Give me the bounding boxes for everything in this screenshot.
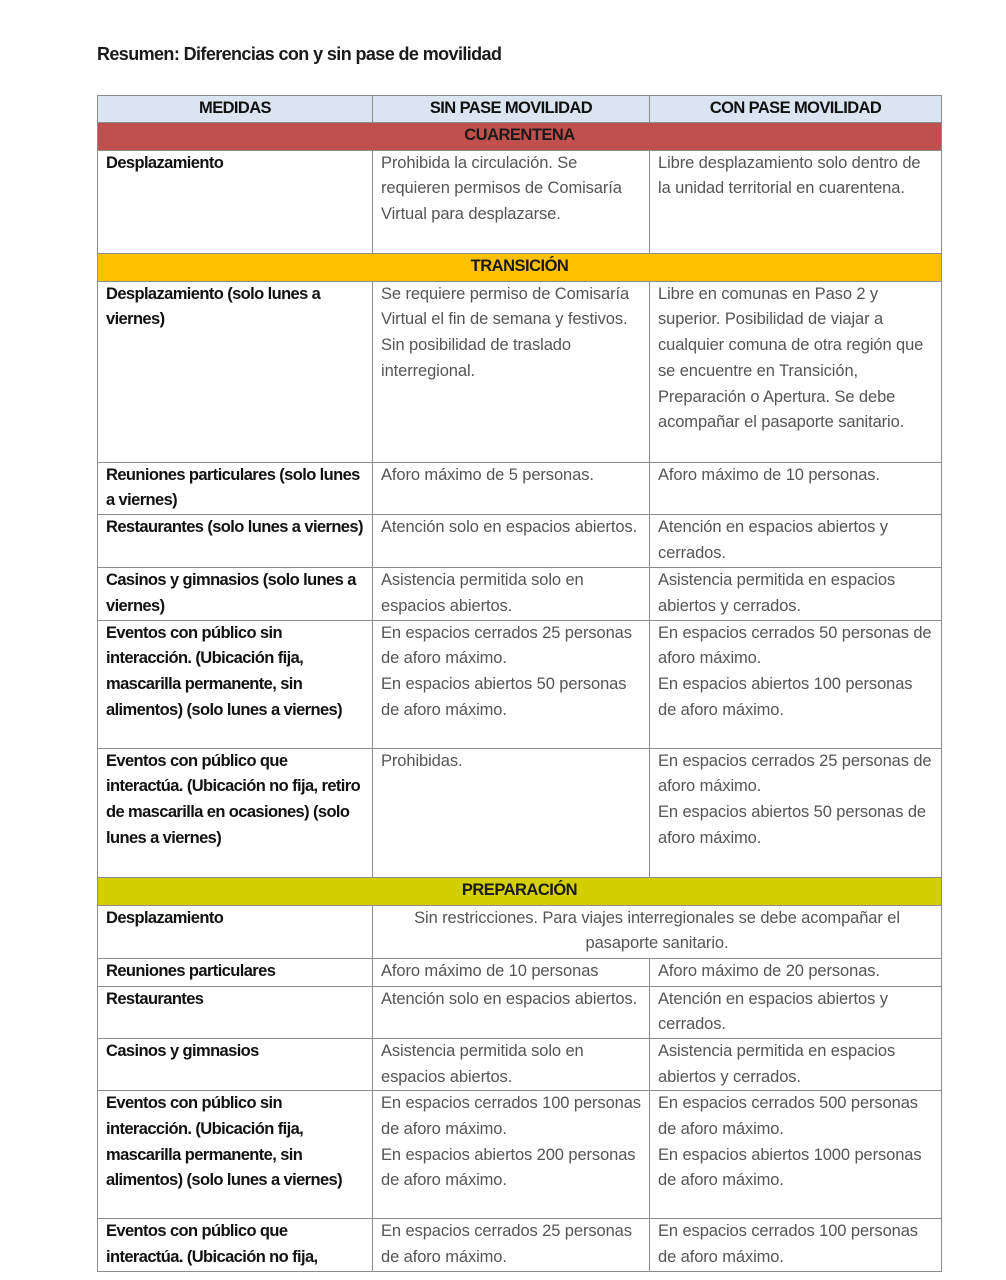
table-row: [98, 515, 942, 568]
table-row: [98, 1038, 942, 1090]
table-row: [98, 958, 942, 986]
sin-pase-cell: Atención solo en espacios abiertos.: [373, 986, 650, 1038]
section-label: CUARENTENA: [98, 122, 942, 150]
table-row: [98, 568, 942, 620]
sin-pase-cell: Prohibida la circulación. Se requieren permisos de Comisaría Virtual para desplazarse.: [373, 150, 650, 253]
medida-cell: Eventos con público que interactúa. (Ubicación no fija,: [98, 1219, 373, 1272]
con-pase-cell: Atención en espacios abiertos y cerrados.: [650, 515, 942, 568]
medida-cell: Casinos y gimnasios (solo lunes a viernes): [98, 568, 373, 620]
medida-cell: Eventos con público sin interacción. (Ubicación fija, mascarilla permanente, sin alimentos) (solo lunes a viernes): [98, 1091, 373, 1219]
sin-pase-cell: Aforo máximo de 10 personas: [373, 958, 650, 986]
section-label: TRANSICIÓN: [98, 253, 942, 281]
con-pase-cell: Libre en comunas en Paso 2 y superior. Posibilidad de viajar a cualquier comuna de otra región que se encuentre en Transición, Preparación o Apertura. Se debe acompañar el pasaporte sanitario.: [650, 281, 942, 462]
section-label: PREPARACIÓN: [98, 877, 942, 905]
sin-pase-cell: Asistencia permitida solo en espacios abiertos.: [373, 568, 650, 620]
table-row: [98, 748, 942, 877]
con-pase-cell: Aforo máximo de 20 personas.: [650, 958, 942, 986]
con-pase-cell: En espacios cerrados 50 personas de aforo máximo. En espacios abiertos 100 personas de aforo máximo.: [650, 620, 942, 748]
table-row: [98, 620, 942, 748]
table-row: [98, 462, 942, 514]
merged-cell: Sin restricciones. Para viajes interregionales se debe acompañar el pasaporte sanitario.: [373, 905, 942, 958]
medida-cell: Desplazamiento: [98, 905, 373, 958]
con-pase-cell: En espacios cerrados 500 personas de aforo máximo. En espacios abiertos 1000 personas de aforo máximo.: [650, 1091, 942, 1219]
con-pase-cell: En espacios cerrados 25 personas de aforo máximo. En espacios abiertos 50 personas de aforo máximo.: [650, 748, 942, 877]
medida-cell: Reuniones particulares: [98, 958, 373, 986]
column-header-sin-pase: SIN PASE MOVILIDAD: [373, 96, 650, 123]
sin-pase-cell: En espacios cerrados 25 personas de aforo máximo.: [373, 1219, 650, 1272]
medida-cell: Reuniones particulares (solo lunes a viernes): [98, 462, 373, 514]
sin-pase-cell: En espacios cerrados 25 personas de aforo máximo. En espacios abiertos 50 personas de aforo máximo.: [373, 620, 650, 748]
table-header-row: [98, 96, 942, 123]
section-row-cuarentena: [98, 122, 942, 150]
column-header-medidas: MEDIDAS: [98, 96, 373, 123]
medida-cell: Eventos con público sin interacción. (Ubicación fija, mascarilla permanente, sin alimentos) (solo lunes a viernes): [98, 620, 373, 748]
medida-cell: Desplazamiento (solo lunes a viernes): [98, 281, 373, 462]
sin-pase-cell: Prohibidas.: [373, 748, 650, 877]
con-pase-cell: En espacios cerrados 100 personas de aforo máximo.: [650, 1219, 942, 1272]
table-row: [98, 1091, 942, 1219]
medida-cell: Desplazamiento: [98, 150, 373, 253]
measures-table: [97, 95, 942, 1272]
sin-pase-cell: Atención solo en espacios abiertos.: [373, 515, 650, 568]
medida-cell: Restaurantes: [98, 986, 373, 1038]
medida-cell: Casinos y gimnasios: [98, 1038, 373, 1090]
table-row: [98, 1219, 942, 1272]
medida-cell: Restaurantes (solo lunes a viernes): [98, 515, 373, 568]
table-row: [98, 281, 942, 462]
medida-cell: Eventos con público que interactúa. (Ubicación no fija, retiro de mascarilla en ocasiones) (solo lunes a viernes): [98, 748, 373, 877]
document-title: Resumen: Diferencias con y sin pase de movilidad: [97, 44, 502, 64]
table-row: [98, 150, 942, 253]
sin-pase-cell: Se requiere permiso de Comisaría Virtual el fin de semana y festivos. Sin posibilidad de traslado interregional.: [373, 281, 650, 462]
con-pase-cell: Atención en espacios abiertos y cerrados.: [650, 986, 942, 1038]
con-pase-cell: Asistencia permitida en espacios abiertos y cerrados.: [650, 1038, 942, 1090]
table-row: [98, 986, 942, 1038]
con-pase-cell: Libre desplazamiento solo dentro de la unidad territorial en cuarentena.: [650, 150, 942, 253]
column-header-con-pase: CON PASE MOVILIDAD: [650, 96, 942, 123]
sin-pase-cell: En espacios cerrados 100 personas de aforo máximo. En espacios abiertos 200 personas de aforo máximo.: [373, 1091, 650, 1219]
sin-pase-cell: Aforo máximo de 5 personas.: [373, 462, 650, 514]
table-row: [98, 905, 942, 958]
section-row-preparacion: [98, 877, 942, 905]
con-pase-cell: Aforo máximo de 10 personas.: [650, 462, 942, 514]
section-row-transicion: [98, 253, 942, 281]
con-pase-cell: Asistencia permitida en espacios abiertos y cerrados.: [650, 568, 942, 620]
sin-pase-cell: Asistencia permitida solo en espacios abiertos.: [373, 1038, 650, 1090]
